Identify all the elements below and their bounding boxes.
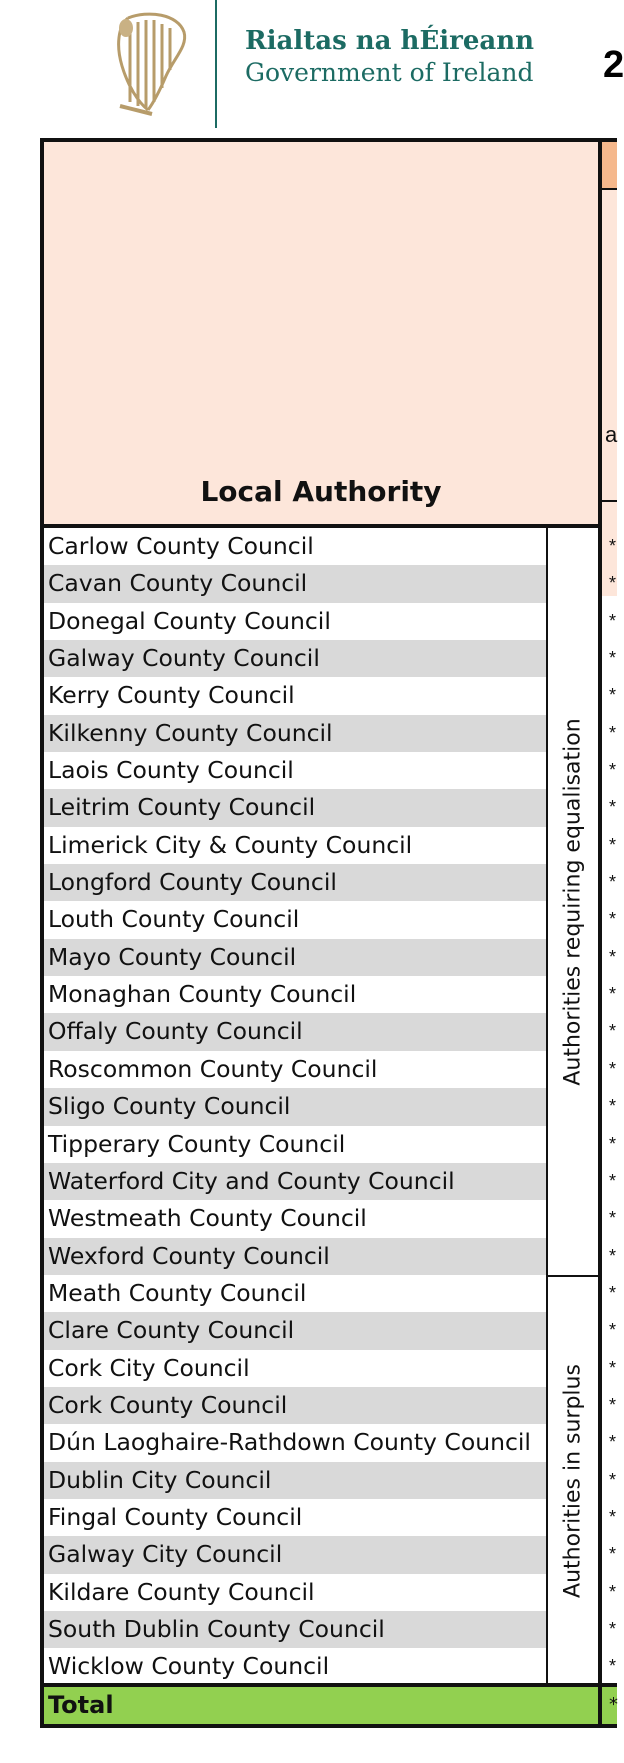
authority-name: Limerick City & County Council [48, 830, 413, 859]
table-row [44, 864, 598, 901]
row-marker: * [609, 722, 617, 743]
table-row [44, 1462, 598, 1499]
table-row [44, 1126, 598, 1163]
table-row [44, 1574, 598, 1611]
table-row [44, 1238, 598, 1275]
authority-name: Laois County Council [48, 756, 294, 785]
table-row [44, 1648, 598, 1685]
row-marker: * [609, 872, 617, 893]
table-row [44, 939, 598, 976]
table-row [44, 603, 598, 640]
row-marker: * [609, 1320, 617, 1341]
page-heading-fragment: 2 [603, 44, 624, 86]
table-row [44, 640, 598, 677]
row-marker: * [609, 573, 617, 594]
row-marker: * [609, 1656, 617, 1677]
authority-name: Dublin City Council [48, 1465, 272, 1494]
table-row [44, 1088, 598, 1125]
authority-name: Meath County Council [48, 1278, 307, 1307]
row-marker: * [609, 1469, 617, 1490]
authority-name: Mayo County Council [48, 942, 297, 971]
row-marker: * [609, 984, 617, 1005]
row-marker: * [609, 1208, 617, 1229]
authority-name: Dún Laoghaire-Rathdown County Council [48, 1428, 531, 1457]
row-marker: * [609, 536, 617, 556]
row-marker: * [609, 1544, 617, 1565]
group-label: Authorities requiring equalisation [560, 717, 586, 1086]
logo-text-irish: Rialtas na hÉireann [245, 26, 535, 56]
row-marker: * [609, 685, 617, 706]
authority-name: Donegal County Council [48, 606, 331, 635]
authority-name: Leitrim County Council [48, 793, 316, 822]
row-marker: * [609, 1432, 617, 1453]
authority-name: Galway County Council [48, 644, 320, 673]
table-row [44, 1312, 598, 1349]
authority-name: Kerry County Council [48, 681, 295, 710]
table-row [44, 1350, 598, 1387]
authority-name: Monaghan County Council [48, 980, 357, 1009]
total-marker: * [609, 1694, 618, 1715]
header-divider [215, 0, 217, 128]
table-row [44, 565, 598, 602]
row-marker: * [609, 1506, 617, 1527]
table-row [44, 1275, 598, 1312]
table-row [44, 752, 598, 789]
table-header-cell [44, 142, 598, 528]
row-marker: * [609, 1581, 617, 1602]
authority-name: Wexford County Council [48, 1241, 330, 1270]
authority-name: Wicklow County Council [48, 1652, 330, 1681]
group-authorities-requiring-equalisation [546, 528, 598, 1275]
authority-name: Waterford City and County Council [48, 1166, 455, 1195]
row-marker: * [609, 1394, 617, 1415]
row-marker: * [609, 1021, 617, 1042]
authority-name: Cork County Council [48, 1390, 288, 1419]
authority-name: Westmeath County Council [48, 1204, 367, 1233]
row-marker: * [609, 1096, 617, 1117]
right-header-divider [602, 500, 617, 502]
table-row [44, 1536, 598, 1573]
authority-name: Carlow County Council [48, 532, 314, 560]
table-row [44, 827, 598, 864]
row-marker: * [609, 760, 617, 781]
authority-name: Cavan County Council [48, 569, 308, 598]
right-header-text: a [605, 422, 618, 447]
total-row [44, 1683, 617, 1724]
authority-name: South Dublin County Council [48, 1614, 385, 1643]
authority-name: Sligo County Council [48, 1092, 291, 1121]
page-header [0, 0, 624, 132]
table-body [44, 528, 598, 1686]
authority-name: Fingal County Council [48, 1502, 303, 1531]
authority-name: Clare County Council [48, 1316, 295, 1345]
logo-text-english: Government of Ireland [245, 58, 534, 87]
authority-name: Cork City Council [48, 1353, 250, 1382]
table-row [44, 1200, 598, 1237]
row-marker: * [609, 1282, 617, 1303]
group-label: Authorities in surplus [560, 1364, 586, 1598]
authority-name: Louth County Council [48, 905, 300, 934]
table-row [44, 715, 598, 752]
table-row [44, 1163, 598, 1200]
authority-name: Kildare County Council [48, 1577, 315, 1606]
row-marker: * [609, 1170, 617, 1191]
row-marker: * [609, 1618, 617, 1639]
table-row [44, 901, 598, 938]
table-row [44, 528, 598, 565]
authority-name: Tipperary County Council [48, 1129, 346, 1158]
right-header-band [602, 142, 617, 188]
table-row [44, 789, 598, 826]
row-marker: * [609, 834, 617, 855]
row-marker: * [609, 1245, 617, 1266]
row-marker: * [609, 1357, 617, 1378]
row-marker: * [609, 797, 617, 818]
authority-name: Longford County Council [48, 868, 337, 897]
total-divider [598, 1683, 602, 1724]
table-row [44, 1424, 598, 1461]
row-marker: * [609, 1133, 617, 1154]
table-row [44, 677, 598, 714]
column-header-local-authority: Local Authority [200, 475, 442, 508]
row-marker: * [609, 946, 617, 967]
row-marker: * [609, 909, 617, 930]
row-marker: * [609, 648, 617, 669]
table-row [44, 1499, 598, 1536]
authority-name: Offaly County Council [48, 1017, 303, 1046]
row-marker: * [609, 610, 617, 631]
harp-emblem-icon [108, 6, 190, 116]
row-marker: * [609, 1058, 617, 1079]
table-row [44, 1611, 598, 1648]
authority-name: Roscommon County Council [48, 1054, 378, 1083]
table-row [44, 1051, 598, 1088]
authority-name: Kilkenny County Council [48, 718, 333, 747]
right-column-markers [609, 528, 616, 1686]
authority-name: Galway City Council [48, 1540, 283, 1569]
table-row [44, 1013, 598, 1050]
group-authorities-in-surplus [546, 1275, 598, 1685]
table-row [44, 976, 598, 1013]
table-row [44, 1387, 598, 1424]
total-label: Total [48, 1691, 114, 1719]
